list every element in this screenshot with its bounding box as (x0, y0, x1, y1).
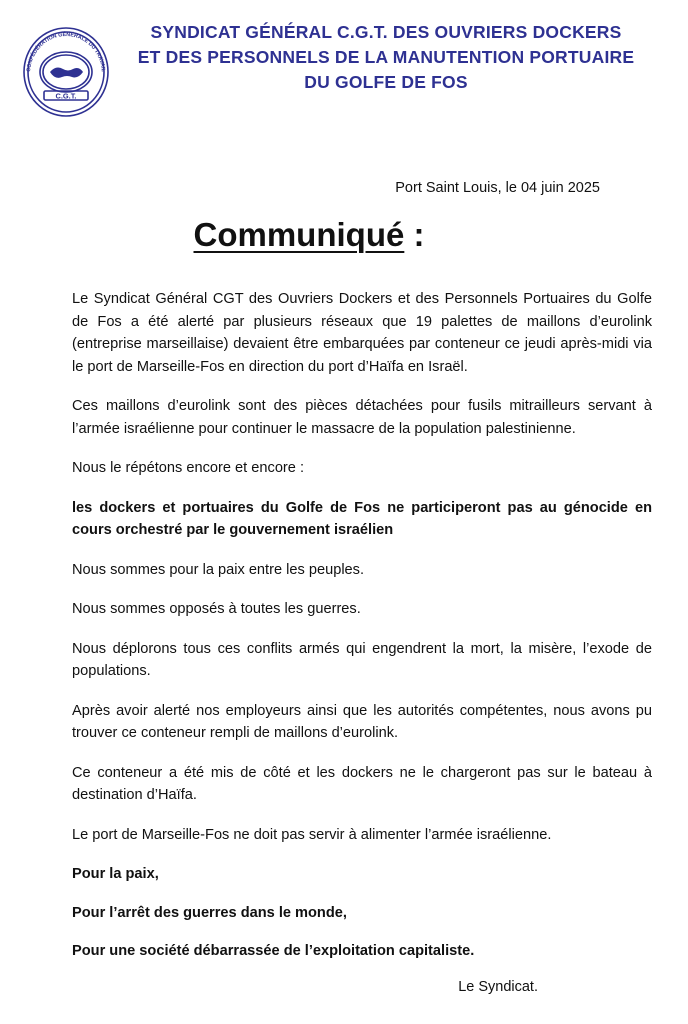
page-title-text: Communiqué (193, 216, 405, 253)
slogan-line: Pour une société débarrassée de l’exploitation capitaliste. (72, 943, 475, 959)
document-body (72, 288, 652, 963)
signature: Le Syndicat. (458, 978, 538, 995)
header-title-line-2: ET DES PERSONNELS DE LA MANUTENTION PORTUAIRE (137, 47, 635, 67)
svg-text:CONFÉDÉRATION GÉNÉRALE DU TRAV: CONFÉDÉRATION GÉNÉRALE DU TRAVAIL (26, 31, 106, 73)
svg-text:C.G.T.: C.G.T. (55, 91, 77, 101)
paragraph: Ce conteneur a été mis de côté et les dockers ne le chargeront pas sur le bateau à destination d’Haïfa. (72, 764, 652, 803)
date-line: Port Saint Louis, le 04 juin 2025 (395, 180, 600, 196)
paragraph: Après avoir alerté nos employeurs ainsi que les autorités compétentes, nous avons pu trouver ce conteneur rempli de maillons d’eurolink. (72, 702, 652, 741)
paragraph: Nous sommes opposés à toutes les guerres. (72, 601, 361, 617)
header-title-line-1: SYNDICAT GÉNÉRAL C.G.T. DES OUVRIERS DOCKERS (150, 22, 622, 42)
document-header (0, 0, 688, 124)
paragraph: Ces maillons d’eurolink sont des pièces détachées pour fusils mitrailleurs servant à l’armée israélienne pour continuer le massacre de la population palestinienne. (72, 398, 652, 437)
paragraph-emphasis: les dockers et portuaires du Golfe de Fos ne participeront pas au génocide en cours orchestré par le gouvernement israélien (72, 499, 652, 538)
header-title-line-3: DU GOLFE DE FOS (304, 72, 468, 92)
paragraph: Nous déplorons tous ces conflits armés qui engendrent la mort, la misère, l’exode de populations. (72, 640, 652, 679)
paragraph: Nous sommes pour la paix entre les peuples. (72, 561, 365, 578)
paragraph: Le port de Marseille-Fos ne doit pas servir à alimenter l’armée israélienne. (72, 826, 552, 843)
page-title-suffix: : (404, 216, 425, 253)
cgt-union-seal-logo (14, 20, 118, 124)
slogan-line: Pour l’arrêt des guerres dans le monde, (72, 904, 347, 921)
header-title-block (118, 14, 670, 95)
paragraph: Le Syndicat Général CGT des Ouvriers Dockers et des Personnels Portuaires du Golfe de Fos a été alerté par plusieurs réseaux que 19 palettes de maillons d’eurolink (entreprise marseillaise) devaient être embarquées par conteneur ce jeudi après-midi via le port de Marseille-Fos en direction du port d’Haïfa en Israël. (72, 291, 652, 375)
slogan-line: Pour la paix, (72, 866, 159, 882)
page-title (0, 216, 688, 254)
paragraph: Nous le répétons encore et encore : (72, 460, 305, 476)
